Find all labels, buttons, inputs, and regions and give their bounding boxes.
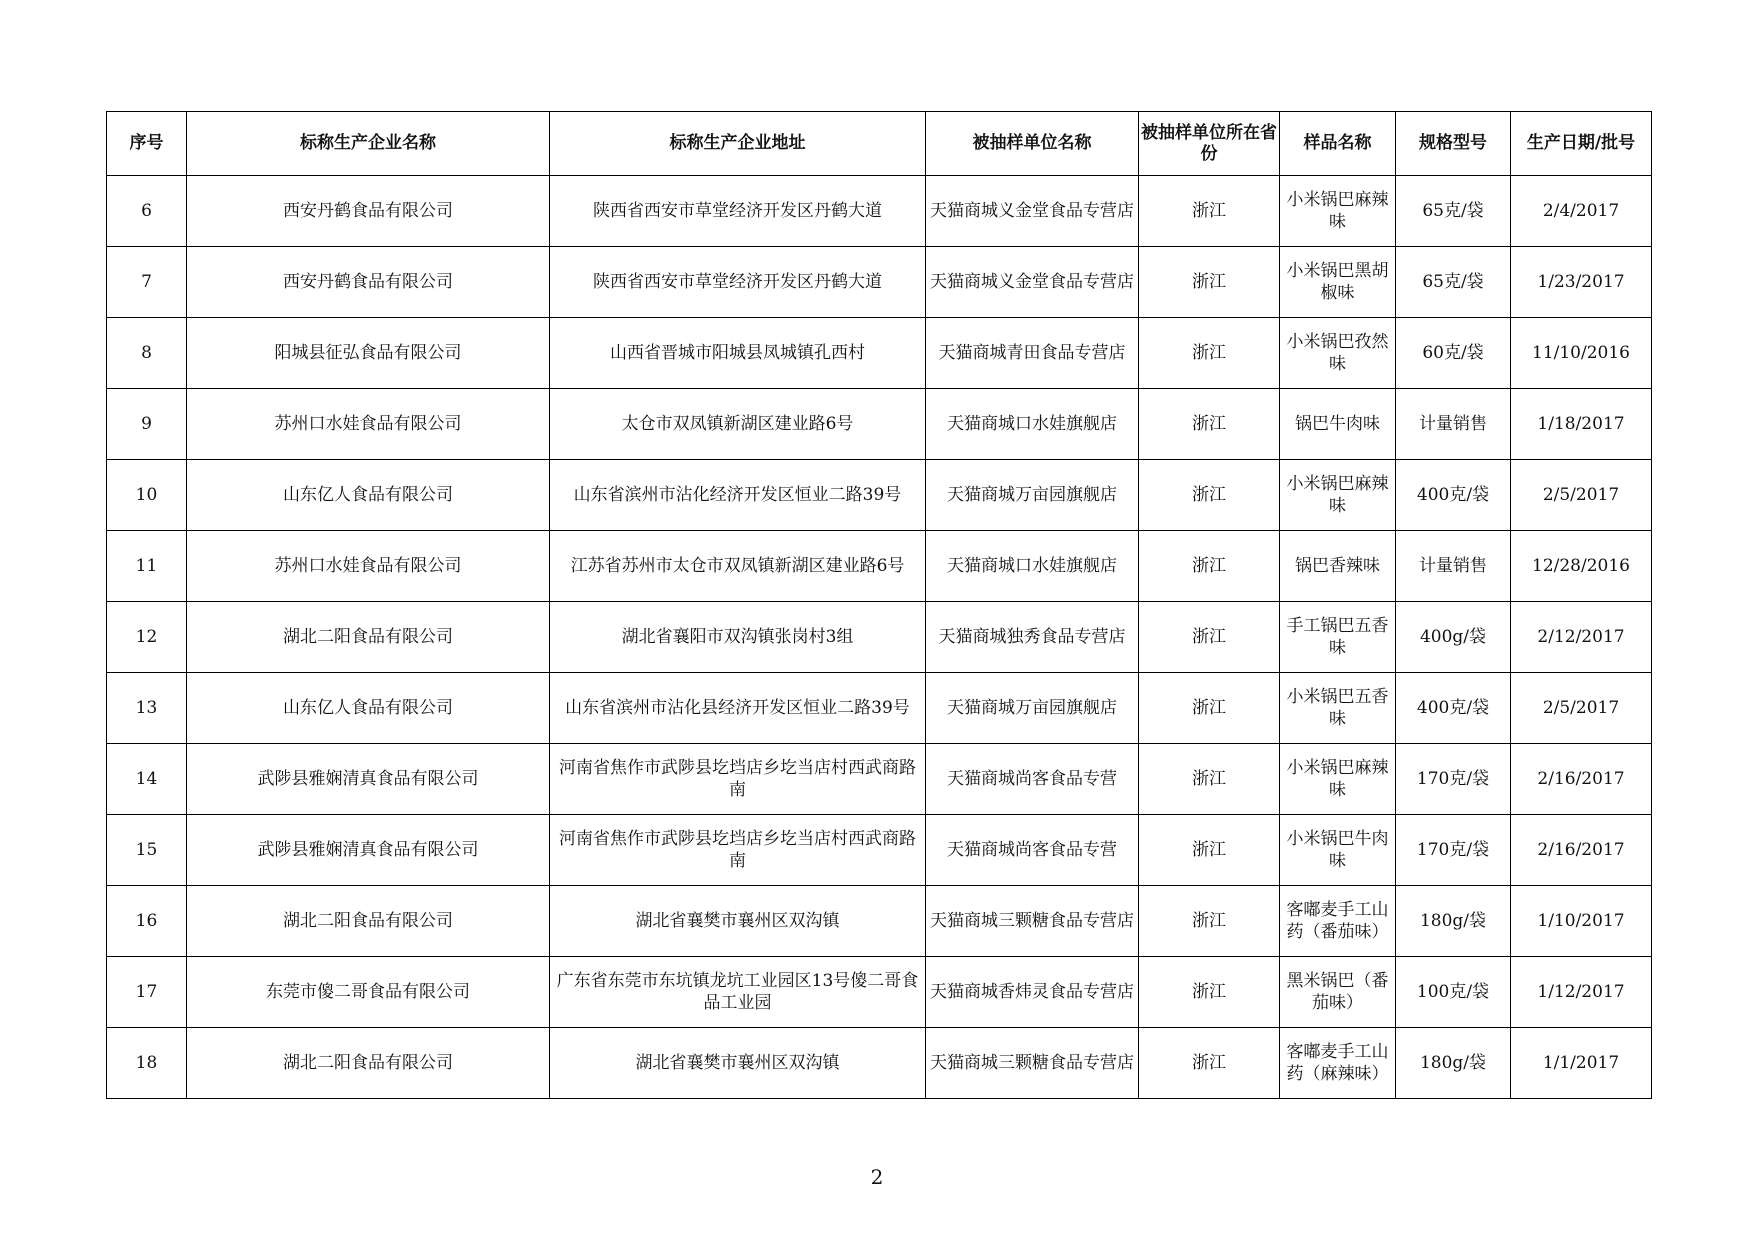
cell-sampled-unit-province: 浙江 (1139, 1028, 1280, 1099)
cell-serial-number: 9 (107, 389, 187, 460)
cell-sampled-unit-name: 天猫商城三颗糖食品专营店 (926, 1028, 1139, 1099)
cell-manufacturer-address: 湖北省襄樊市襄州区双沟镇 (550, 1028, 926, 1099)
cell-serial-number: 8 (107, 318, 187, 389)
cell-sampled-unit-province: 浙江 (1139, 886, 1280, 957)
cell-sampled-unit-name: 天猫商城万亩园旗舰店 (926, 673, 1139, 744)
cell-manufacturer-name: 湖北二阳食品有限公司 (187, 602, 550, 673)
cell-serial-number: 10 (107, 460, 187, 531)
header-specification: 规格型号 (1396, 112, 1511, 176)
cell-production-date: 2/4/2017 (1511, 176, 1652, 247)
table-row (107, 1028, 1652, 1099)
cell-sampled-unit-province: 浙江 (1139, 460, 1280, 531)
cell-sample-name: 小米锅巴牛肉味 (1280, 815, 1396, 886)
cell-serial-number: 11 (107, 531, 187, 602)
cell-production-date: 12/28/2016 (1511, 531, 1652, 602)
cell-sample-name: 锅巴香辣味 (1280, 531, 1396, 602)
table-row (107, 744, 1652, 815)
cell-manufacturer-name: 阳城县征弘食品有限公司 (187, 318, 550, 389)
cell-sample-name: 手工锅巴五香味 (1280, 602, 1396, 673)
cell-sampled-unit-name: 天猫商城青田食品专营店 (926, 318, 1139, 389)
cell-production-date: 11/10/2016 (1511, 318, 1652, 389)
cell-serial-number: 6 (107, 176, 187, 247)
table-row (107, 460, 1652, 531)
cell-manufacturer-name: 西安丹鹤食品有限公司 (187, 176, 550, 247)
header-sampled-unit-province: 被抽样单位所在省份 (1139, 112, 1280, 176)
cell-sample-name: 黑米锅巴（番茄味） (1280, 957, 1396, 1028)
cell-sample-name: 小米锅巴五香味 (1280, 673, 1396, 744)
cell-serial-number: 7 (107, 247, 187, 318)
cell-specification: 计量销售 (1396, 531, 1511, 602)
cell-sample-name: 小米锅巴麻辣味 (1280, 176, 1396, 247)
cell-specification: 65克/袋 (1396, 247, 1511, 318)
cell-manufacturer-address: 江苏省苏州市太仓市双凤镇新湖区建业路6号 (550, 531, 926, 602)
table-row (107, 247, 1652, 318)
table-row (107, 886, 1652, 957)
cell-production-date: 1/1/2017 (1511, 1028, 1652, 1099)
page-number: 2 (870, 1165, 884, 1189)
cell-sampled-unit-province: 浙江 (1139, 815, 1280, 886)
cell-serial-number: 17 (107, 957, 187, 1028)
cell-manufacturer-name: 东莞市傻二哥食品有限公司 (187, 957, 550, 1028)
cell-sampled-unit-name: 天猫商城义金堂食品专营店 (926, 176, 1139, 247)
cell-sampled-unit-name: 天猫商城香炜灵食品专营店 (926, 957, 1139, 1028)
table-header (107, 112, 1652, 176)
cell-serial-number: 13 (107, 673, 187, 744)
cell-manufacturer-name: 湖北二阳食品有限公司 (187, 886, 550, 957)
cell-sampled-unit-name: 天猫商城口水娃旗舰店 (926, 531, 1139, 602)
cell-sample-name: 小米锅巴孜然味 (1280, 318, 1396, 389)
sampling-results-table (106, 111, 1652, 1099)
cell-manufacturer-address: 山东省滨州市沾化经济开发区恒业二路39号 (550, 460, 926, 531)
cell-manufacturer-address: 陕西省西安市草堂经济开发区丹鹤大道 (550, 247, 926, 318)
cell-manufacturer-name: 苏州口水娃食品有限公司 (187, 531, 550, 602)
cell-sample-name: 锅巴牛肉味 (1280, 389, 1396, 460)
cell-manufacturer-address: 湖北省襄阳市双沟镇张岗村3组 (550, 602, 926, 673)
header-serial-number: 序号 (107, 112, 187, 176)
cell-production-date: 2/16/2017 (1511, 744, 1652, 815)
cell-sampled-unit-name: 天猫商城三颗糖食品专营店 (926, 886, 1139, 957)
cell-manufacturer-address: 湖北省襄樊市襄州区双沟镇 (550, 886, 926, 957)
cell-specification: 170克/袋 (1396, 815, 1511, 886)
cell-manufacturer-name: 西安丹鹤食品有限公司 (187, 247, 550, 318)
cell-manufacturer-name: 武陟县雅娴清真食品有限公司 (187, 815, 550, 886)
header-manufacturer-name: 标称生产企业名称 (187, 112, 550, 176)
cell-manufacturer-address: 陕西省西安市草堂经济开发区丹鹤大道 (550, 176, 926, 247)
cell-serial-number: 15 (107, 815, 187, 886)
table-row (107, 673, 1652, 744)
cell-sample-name: 小米锅巴麻辣味 (1280, 744, 1396, 815)
cell-production-date: 1/23/2017 (1511, 247, 1652, 318)
cell-manufacturer-name: 苏州口水娃食品有限公司 (187, 389, 550, 460)
table-body (107, 176, 1652, 1099)
table-row (107, 602, 1652, 673)
cell-sampled-unit-province: 浙江 (1139, 318, 1280, 389)
cell-production-date: 2/5/2017 (1511, 673, 1652, 744)
cell-production-date: 1/12/2017 (1511, 957, 1652, 1028)
cell-manufacturer-address: 河南省焦作市武陟县圪垱店乡圪当店村西武商路南 (550, 744, 926, 815)
cell-production-date: 2/12/2017 (1511, 602, 1652, 673)
cell-sampled-unit-province: 浙江 (1139, 176, 1280, 247)
cell-specification: 170克/袋 (1396, 744, 1511, 815)
cell-serial-number: 16 (107, 886, 187, 957)
cell-specification: 65克/袋 (1396, 176, 1511, 247)
cell-production-date: 2/5/2017 (1511, 460, 1652, 531)
cell-specification: 180g/袋 (1396, 1028, 1511, 1099)
table-row (107, 389, 1652, 460)
cell-sampled-unit-name: 天猫商城万亩园旗舰店 (926, 460, 1139, 531)
cell-sampled-unit-name: 天猫商城口水娃旗舰店 (926, 389, 1139, 460)
cell-sampled-unit-name: 天猫商城独秀食品专营店 (926, 602, 1139, 673)
cell-sample-name: 小米锅巴黑胡椒味 (1280, 247, 1396, 318)
cell-production-date: 1/10/2017 (1511, 886, 1652, 957)
header-production-date: 生产日期/批号 (1511, 112, 1652, 176)
header-row (107, 112, 1652, 176)
table-row (107, 815, 1652, 886)
cell-sampled-unit-province: 浙江 (1139, 247, 1280, 318)
cell-specification: 100克/袋 (1396, 957, 1511, 1028)
cell-manufacturer-address: 河南省焦作市武陟县圪垱店乡圪当店村西武商路南 (550, 815, 926, 886)
cell-sampled-unit-province: 浙江 (1139, 389, 1280, 460)
cell-manufacturer-address: 山西省晋城市阳城县凤城镇孔西村 (550, 318, 926, 389)
cell-specification: 400克/袋 (1396, 673, 1511, 744)
table-row (107, 957, 1652, 1028)
cell-sampled-unit-province: 浙江 (1139, 744, 1280, 815)
header-manufacturer-address: 标称生产企业地址 (550, 112, 926, 176)
cell-sample-name: 客嘟麦手工山药（麻辣味） (1280, 1028, 1396, 1099)
cell-sampled-unit-name: 天猫商城尚客食品专营 (926, 744, 1139, 815)
table-row (107, 531, 1652, 602)
cell-serial-number: 18 (107, 1028, 187, 1099)
cell-manufacturer-address: 山东省滨州市沾化县经济开发区恒业二路39号 (550, 673, 926, 744)
cell-sample-name: 小米锅巴麻辣味 (1280, 460, 1396, 531)
cell-sample-name: 客嘟麦手工山药（番茄味） (1280, 886, 1396, 957)
cell-specification: 计量销售 (1396, 389, 1511, 460)
cell-sampled-unit-province: 浙江 (1139, 531, 1280, 602)
table-row (107, 318, 1652, 389)
cell-specification: 400克/袋 (1396, 460, 1511, 531)
cell-manufacturer-address: 太仓市双凤镇新湖区建业路6号 (550, 389, 926, 460)
cell-production-date: 1/18/2017 (1511, 389, 1652, 460)
cell-sampled-unit-province: 浙江 (1139, 957, 1280, 1028)
cell-sampled-unit-name: 天猫商城义金堂食品专营店 (926, 247, 1139, 318)
cell-manufacturer-address: 广东省东莞市东坑镇龙坑工业园区13号傻二哥食品工业园 (550, 957, 926, 1028)
cell-specification: 180g/袋 (1396, 886, 1511, 957)
table-row (107, 176, 1652, 247)
cell-manufacturer-name: 山东亿人食品有限公司 (187, 673, 550, 744)
cell-manufacturer-name: 山东亿人食品有限公司 (187, 460, 550, 531)
cell-sampled-unit-name: 天猫商城尚客食品专营 (926, 815, 1139, 886)
cell-serial-number: 12 (107, 602, 187, 673)
cell-sampled-unit-province: 浙江 (1139, 673, 1280, 744)
header-sampled-unit-name: 被抽样单位名称 (926, 112, 1139, 176)
cell-sampled-unit-province: 浙江 (1139, 602, 1280, 673)
cell-serial-number: 14 (107, 744, 187, 815)
cell-specification: 400g/袋 (1396, 602, 1511, 673)
cell-manufacturer-name: 武陟县雅娴清真食品有限公司 (187, 744, 550, 815)
cell-production-date: 2/16/2017 (1511, 815, 1652, 886)
header-sample-name: 样品名称 (1280, 112, 1396, 176)
cell-manufacturer-name: 湖北二阳食品有限公司 (187, 1028, 550, 1099)
cell-specification: 60克/袋 (1396, 318, 1511, 389)
